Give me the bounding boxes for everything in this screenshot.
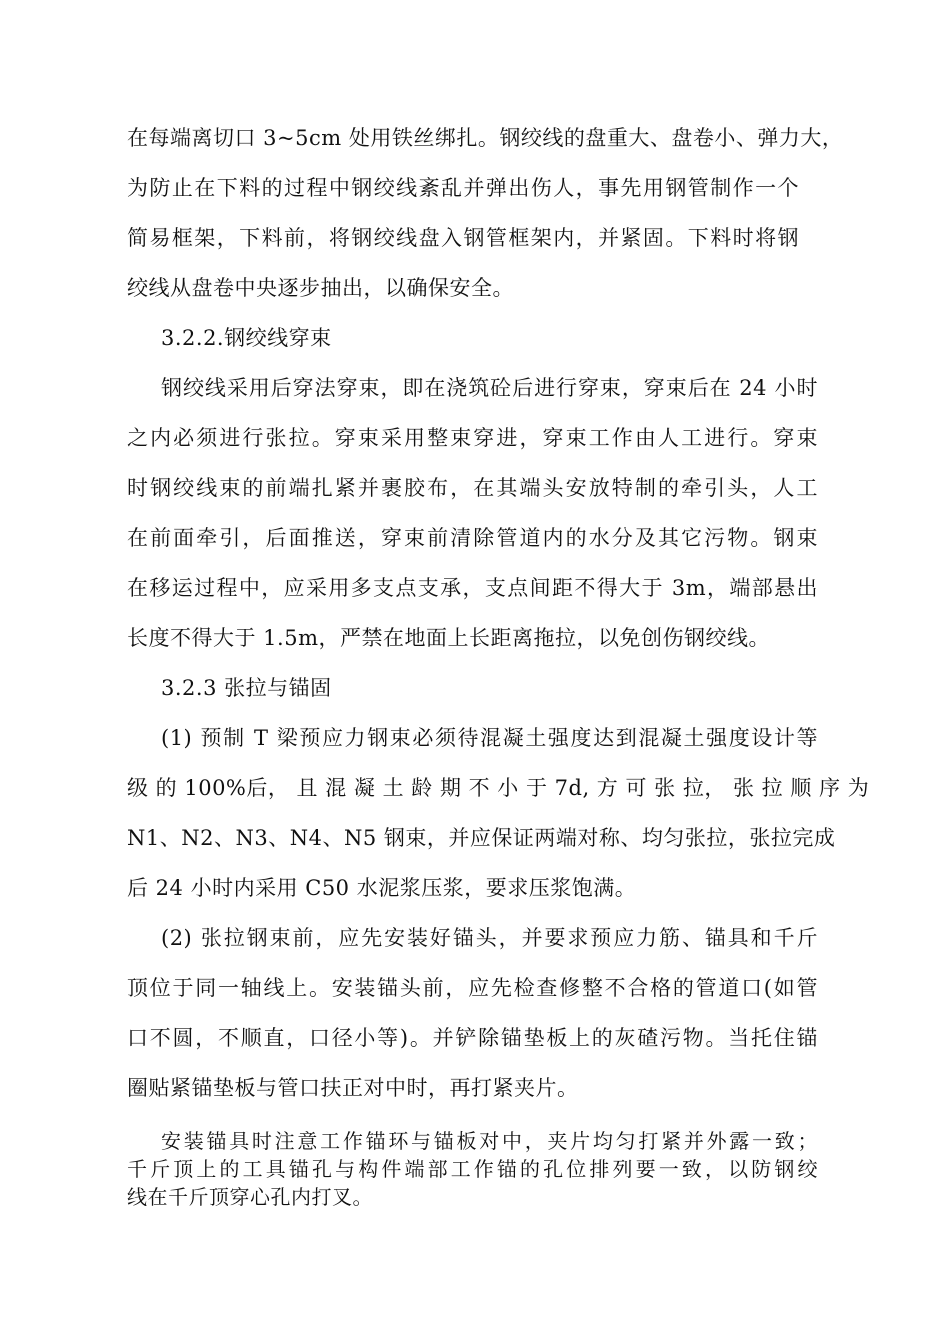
text-line: 钢绞线采用后穿法穿束，即在浇筑砼后进行穿束，穿束后在 24 小时 bbox=[161, 376, 818, 400]
text-line: 为防止在下料的过程中钢绞线紊乱并弹出伤人，事先用钢管制作一个 bbox=[127, 176, 799, 200]
text-line: 在前面牵引，后面推送，穿束前清除管道内的水分及其它污物。钢束 bbox=[127, 526, 818, 550]
text-line: 级 的 100%后， 且 混 凝 土 龄 期 不 小 于 7d, 方 可 张 拉， 张 拉 顺 序 为 bbox=[127, 776, 870, 800]
text-line: 后 24 小时内采用 C50 水泥浆压浆，要求压浆饱满。 bbox=[127, 876, 637, 900]
text-line: (1) 预制 T 梁预应力钢束必须待混凝土强度达到混凝土强度设计等 bbox=[161, 726, 818, 750]
section-heading: 3.2.3 张拉与锚固 bbox=[161, 676, 332, 700]
text-line: 时钢绞线束的前端扎紧并裹胶布，在其端头安放特制的牵引头，人工 bbox=[127, 476, 818, 500]
text-line: 千斤顶上的工具锚孔与构件端部工作锚的孔位排列要一致，以防钢绞 bbox=[127, 1157, 818, 1181]
text-line: 在每端离切口 3~5cm 处用铁丝绑扎。钢绞线的盘重大、盘卷小、弹力大， bbox=[127, 126, 844, 150]
text-line: N1、N2、N3、N4、N5 钢束，并应保证两端对称、均匀张拉，张拉完成 bbox=[127, 826, 836, 850]
text-line: 简易框架，下料前，将钢绞线盘入钢管框架内，并紧固。下料时将钢 bbox=[127, 226, 799, 250]
text-line: 口不圆，不顺直，口径小等)。并铲除锚垫板上的灰碴污物。当托住锚 bbox=[127, 1026, 818, 1050]
text-line: (2) 张拉钢束前，应先安装好锚头，并要求预应力筋、锚具和千斤 bbox=[161, 926, 818, 950]
text-line: 安装锚具时注意工作锚环与锚板对中，夹片均匀打紧并外露一致； bbox=[161, 1129, 818, 1153]
text-line: 线在千斤顶穿心孔内打叉。 bbox=[127, 1185, 373, 1209]
text-line: 在移运过程中，应采用多支点支承，支点间距不得大于 3m，端部悬出 bbox=[127, 576, 818, 600]
text-line: 长度不得大于 1.5m，严禁在地面上长距离拖拉，以免创伤钢绞线。 bbox=[127, 626, 770, 650]
text-line: 顶位于同一轴线上。安装锚头前，应先检查修整不合格的管道口(如管 bbox=[127, 976, 818, 1000]
text-line: 绞线从盘卷中央逐步抽出，以确保安全。 bbox=[127, 276, 514, 300]
text-line: 之内必须进行张拉。穿束采用整束穿进，穿束工作由人工进行。穿束 bbox=[127, 426, 818, 450]
section-heading: 3.2.2.钢绞线穿束 bbox=[161, 326, 332, 350]
text-line: 圈贴紧锚垫板与管口扶正对中时，再打紧夹片。 bbox=[127, 1076, 579, 1100]
